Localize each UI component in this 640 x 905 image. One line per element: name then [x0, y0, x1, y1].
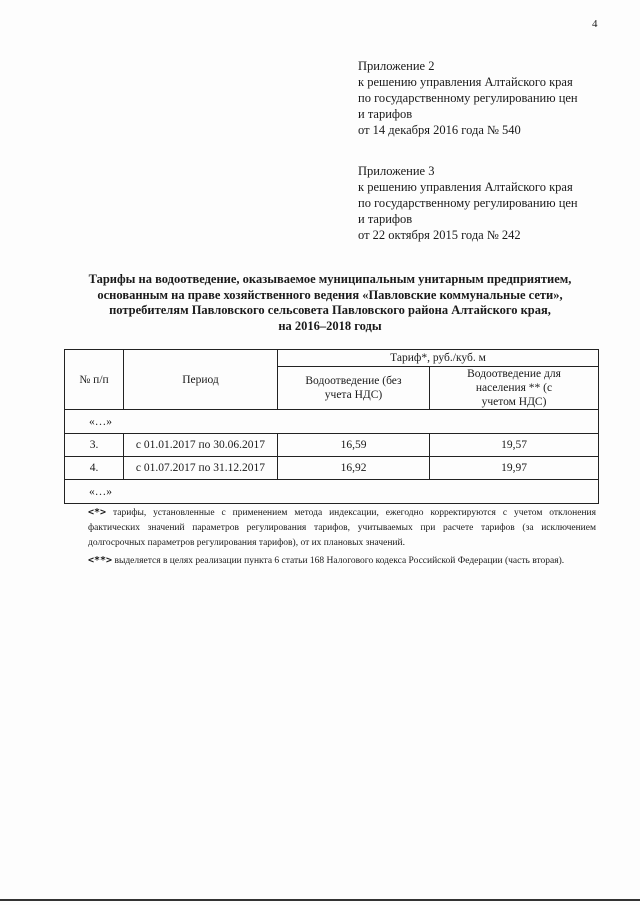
row-population: 19,57: [430, 434, 599, 457]
appendix-3-line: и тарифов: [358, 212, 413, 226]
appendix-3-line: Приложение 3: [358, 164, 435, 178]
header-without-vat: Водоотведение (без учета НДС): [278, 367, 430, 410]
appendix-2-line: по государственному регулированию цен: [358, 91, 578, 105]
table-row: [65, 434, 599, 457]
header-period: Период: [124, 350, 278, 410]
row-num: 3.: [65, 434, 124, 457]
row-num: 4.: [65, 457, 124, 480]
ellipsis-row: «…»: [65, 410, 599, 434]
appendix-2-line: от 14 декабря 2016 года № 540: [358, 123, 521, 137]
appendix-2-line: Приложение 2: [358, 59, 435, 73]
row-period: с 01.07.2017 по 31.12.2017: [124, 457, 278, 480]
appendix-2-line: к решению управления Алтайского края: [358, 75, 573, 89]
title-line: потребителям Павловского сельсовета Павловского района Алтайского края,: [109, 303, 551, 317]
appendix-3-line: от 22 октября 2015 года № 242: [358, 228, 521, 242]
header-num: № п/п: [65, 350, 124, 410]
footnote-2: [88, 553, 596, 569]
row-population: 19,97: [430, 457, 599, 480]
row-period: с 01.01.2017 по 30.06.2017: [124, 434, 278, 457]
header-population: Водоотведение для населения ** (с учетом НДС): [430, 367, 599, 410]
footnote-1: [88, 505, 596, 551]
tariff-table: [64, 349, 599, 504]
row-without-vat: 16,92: [278, 457, 430, 480]
title-line: основанным на праве хозяйственного ведения «Павловские коммунальные сети»,: [97, 287, 563, 302]
appendix-2-header: [358, 58, 618, 138]
appendix-2-line: и тарифов: [358, 107, 413, 121]
footnote-2-mark: <**>: [88, 555, 113, 566]
appendix-3-header: [358, 163, 618, 243]
footnote-1-text: тарифы, установленные с применением метода индексации, ежегодно корректируются с учетом отклонения фактических значений параметров регулирования тарифов, учитываемых при расчете тарифов (за исключением долгосрочных параметров регулирования тарифов), от их плановых значений.: [88, 508, 596, 548]
ellipsis-row: «…»: [65, 480, 599, 504]
table-row: [65, 457, 599, 480]
header-tariff: Тариф*, руб./куб. м: [278, 350, 599, 367]
page-bottom-edge: [0, 899, 640, 901]
title-line: на 2016–2018 годы: [278, 318, 382, 333]
appendix-3-line: к решению управления Алтайского края: [358, 180, 573, 194]
appendix-3-line: по государственному регулированию цен: [358, 196, 578, 210]
page-number: 4: [592, 18, 598, 30]
footnote-1-mark: <*>: [88, 507, 107, 518]
title-line: Тарифы на водоотведение, оказываемое муниципальным унитарным предприятием,: [88, 272, 572, 286]
footnote-2-text: выделяется в целях реализации пункта 6 статьи 168 Налогового кодекса Российской Федерации (часть вторая).: [114, 556, 565, 566]
footnotes: [88, 505, 596, 571]
row-without-vat: 16,59: [278, 434, 430, 457]
document-title: [60, 272, 600, 334]
